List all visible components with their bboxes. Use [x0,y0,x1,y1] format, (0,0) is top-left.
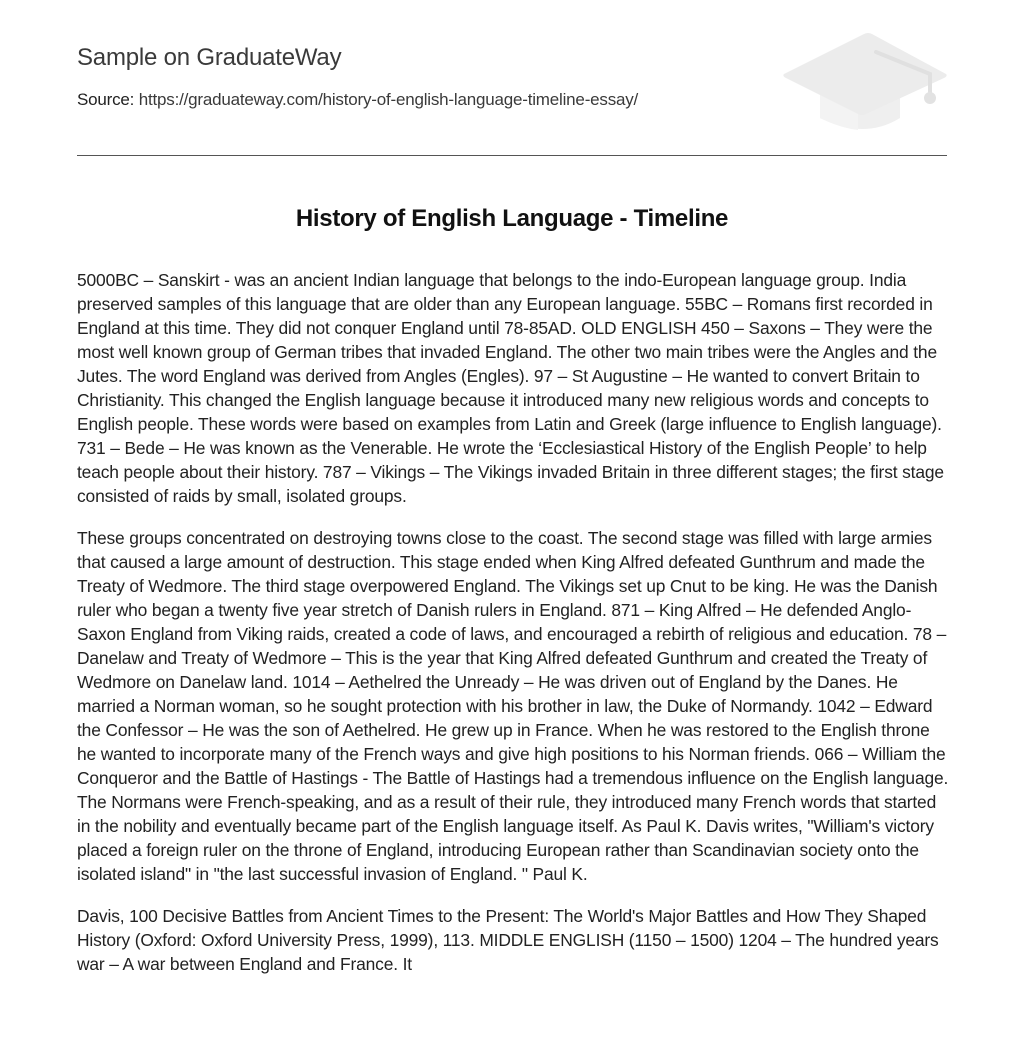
paragraph: 5000BC – Sanskirt - was an ancient Indian language that belongs to the indo-European language group. India preserved samples of this language that are older than any European language. 55BC – Romans first recorded in England at this time. They did not conquer England until 78-85AD. OLD ENGLISH 450 – Saxons – They were the most well known group of German tribes that invaded England. The other two main tribes were the Angles and the Jutes. The word England was derived from Angles (Engles). 97 – St Augustine – He wanted to convert Britain to Christianity. This changed the English language because it introduced many new religious words and concepts to English people. These words were based on examples from Latin and Greek (large influence to English language). 731 – Bede – He was known as the Venerable. He wrote the ‘Ecclesiastical History of the English People’ to help teach people about their history. 787 – Vikings – The Vikings invaded Britain in three different stages; the first stage consisted of raids by small, isolated groups. [77,270,944,506]
article-body [77,268,949,994]
page-header [77,0,947,156]
paragraph: Davis, 100 Decisive Battles from Ancient Times to the Present: The World's Major Battles and How They Shaped History (Oxford: Oxford University Press, 1999), 113. MIDDLE ENGLISH (1150 – 1500) 1204 – The hundred years war – A war between England and France. It [77,906,939,974]
source-link[interactable]: https://graduateway.com/history-of-english-language-timeline-essay/ [138,90,639,109]
site-title: Sample on GraduateWay [77,44,342,71]
source-line [77,90,638,110]
graduation-cap-icon [780,30,950,134]
source-label: Source: [77,90,135,109]
header-divider [77,155,947,156]
paragraph: These groups concentrated on destroying towns close to the coast. The second stage was filled with large armies that caused a large amount of destruction. This stage ended when King Alfred defeated Gunthrum and made the Treaty of Wedmore. The third stage overpowered England. The Vikings set up Cnut to be king. He was the Danish ruler who began a twenty five year stretch of Danish rulers in England. 871 – King Alfred – He defended Anglo-Saxon England from Viking raids, created a code of laws, and encouraged a rebirth of religious and education. 78 – Danelaw and Treaty of Wedmore – This is the year that King Alfred defeated Gunthrum and created the Treaty of Wedmore on Danelaw land. 1014 – Aethelred the Unready – He was driven out of England by the Danes. He married a Norman woman, so he sought protection with his brother in law, the Duke of Normandy. 1042 – Edward the Confessor – He was the son of Aethelred. He grew up in France. When he was restored to the English throne he wanted to incorporate many of the French ways and give high positions to his Norman friends. 066 – William the Conqueror and the Battle of Hastings - The Battle of Hastings had a tremendous influence on the English language. The Normans were French-speaking, and as a result of their rule, they introduced many French words that started in the nobility and eventually became part of the English language itself. As Paul K. Davis writes, "William's victory placed a foreign ruler on the throne of England, introducing European rather than Scandinavian society onto the isolated island" in "the last successful invasion of England. " Paul K. [77,528,949,884]
document-title: History of English Language - Timeline [295,205,729,232]
